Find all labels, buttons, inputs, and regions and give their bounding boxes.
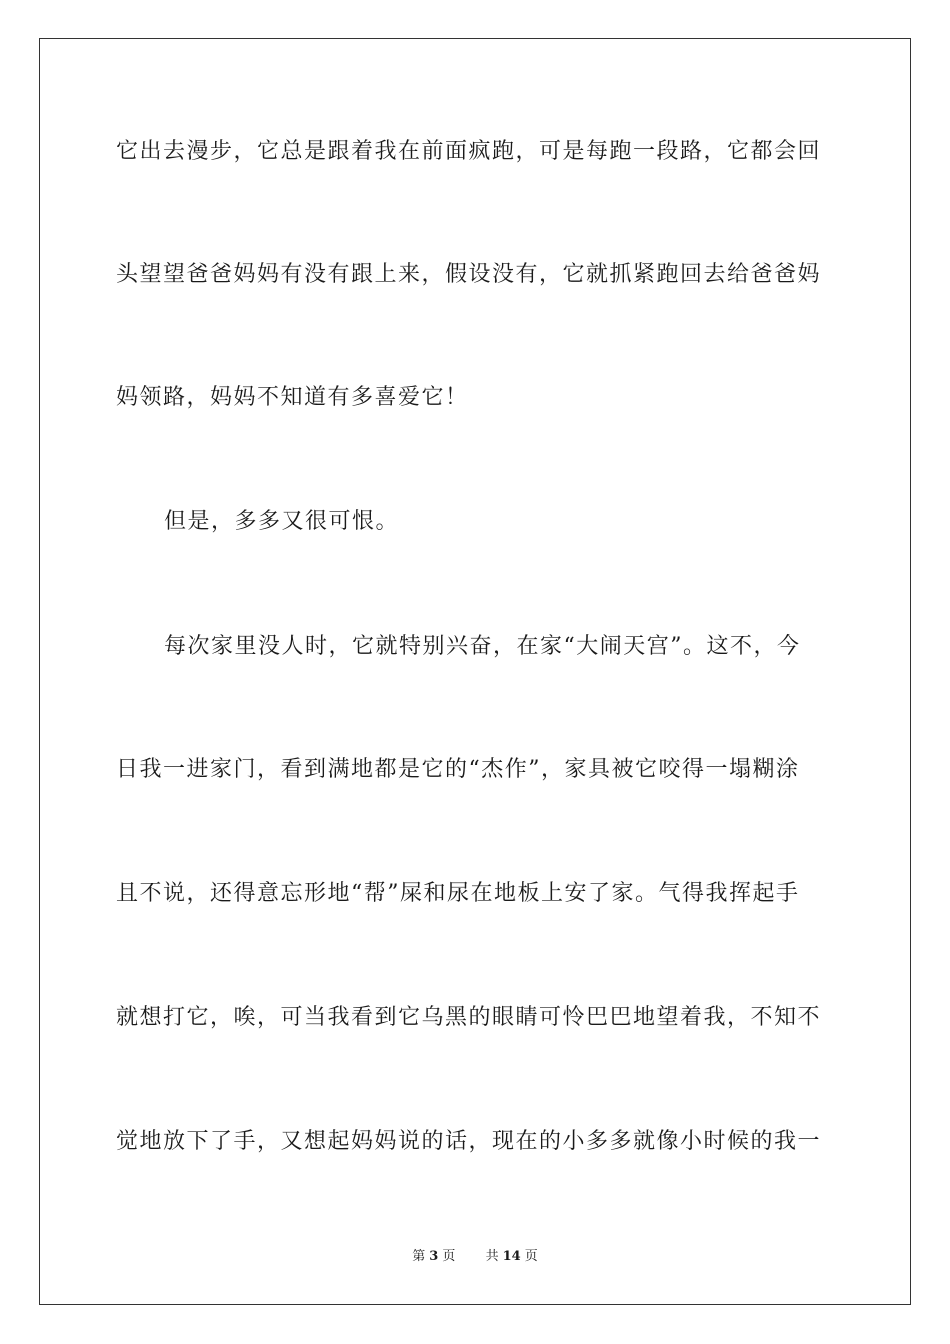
text-line-1: 它出去漫步，它总是跟着我在前面疯跑，可是每跑一段路，它都会回 (116, 139, 822, 164)
total-pages: 14 (502, 1249, 521, 1264)
text-line-6: 日我一进家门，看到满地都是它的“杰作”，家具被它咬得一塌糊涂 (116, 757, 800, 782)
total-prefix: 共 (485, 1249, 499, 1264)
page-border (39, 38, 911, 1305)
text-line-9: 觉地放下了手，又想起妈妈说的话，现在的小多多就像小时候的我一 (116, 1129, 822, 1154)
page-footer (0, 1248, 950, 1266)
text-line-3: 妈领路，妈妈不知道有多喜爱它！ (116, 385, 469, 410)
page-suffix: 页 (442, 1249, 456, 1264)
text-line-2: 头望望爸爸妈妈有没有跟上来，假设没有，它就抓紧跑回去给爸爸妈 (116, 262, 822, 287)
paragraph-line-2: 每次家里没人时，它就特别兴奋，在家“大闹天宫”。这不，今 (164, 634, 801, 659)
total-suffix: 页 (524, 1249, 538, 1264)
page-number: 3 (429, 1249, 439, 1264)
text-line-8: 就想打它，唉，可当我看到它乌黑的眼睛可怜巴巴地望着我，不知不 (116, 1005, 822, 1030)
paragraph-line-1: 但是，多多又很可恨。 (164, 509, 400, 534)
text-line-7: 且不说，还得意忘形地“帮”屎和尿在地板上安了家。气得我挥起手 (116, 881, 800, 906)
page-prefix: 第 (412, 1249, 426, 1264)
